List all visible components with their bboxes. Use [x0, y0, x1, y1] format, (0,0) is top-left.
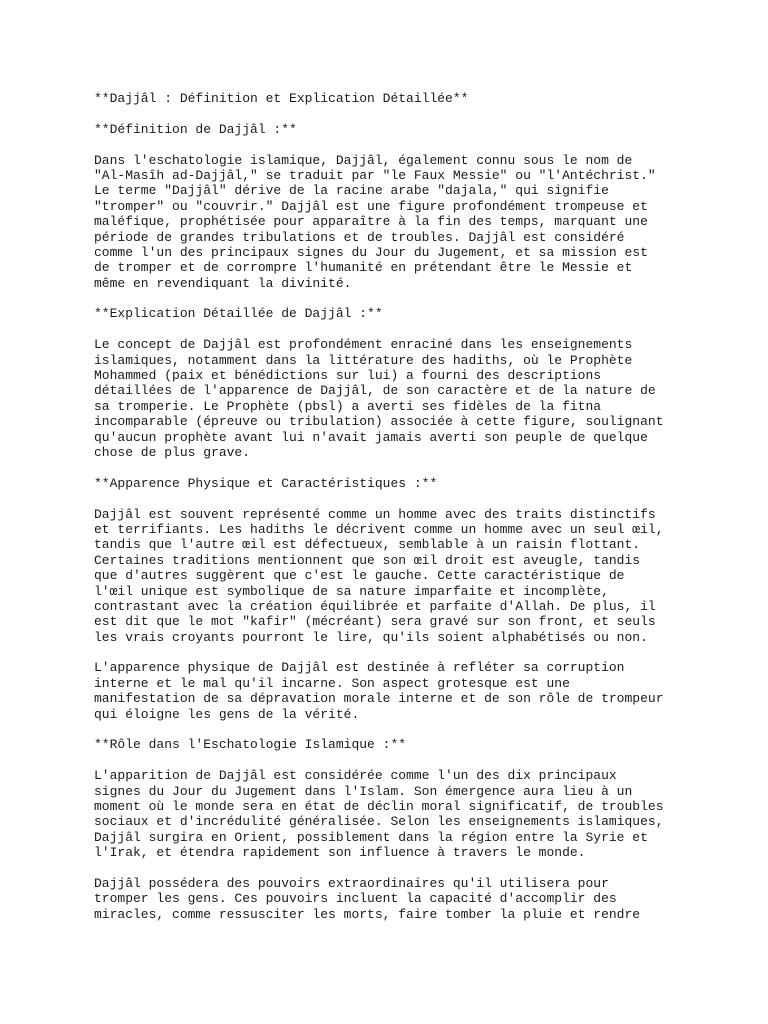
text-line: tromper les gens. Ces pouvoirs incluent la capacité d'accomplir des: [94, 891, 617, 907]
text-line: chose de plus grave.: [94, 444, 251, 460]
text-line: de tromper et de corrompre l'humanité en prétendant être le Messie et: [94, 260, 633, 276]
text-line: Dajjâl surgira en Orient, possiblement dans la région entre la Syrie et: [94, 829, 648, 845]
text-line: Mohammed (paix et bénédictions sur lui) a fourni des descriptions: [94, 368, 602, 384]
text-line: Le terme "Dajjâl" dérive de la racine arabe "dajala," qui signifie: [94, 183, 609, 199]
text-line: que d'autres suggèrent que c'est le gauche. Cette caractéristique de: [94, 568, 625, 584]
text-line: Le concept de Dajjâl est profondément enraciné dans les enseignements: [94, 337, 633, 353]
text-line: L'apparence physique de Dajjâl est destinée à refléter sa corruption: [94, 660, 625, 676]
text-line: "Al-Masîh ad-Dajjâl," se traduit par "le Faux Messie" ou "l'Antéchrist.": [94, 167, 656, 183]
text-line: contrastant avec la création équilibrée et parfaite d'Allah. De plus, il: [94, 598, 656, 614]
text-line: sa tromperie. Le Prophète (pbsl) a averti ses fidèles de la fitna: [94, 398, 602, 414]
text-line: islamiques, notamment dans la littérature des hadiths, où le Prophète: [94, 352, 633, 368]
text-line: tandis que l'autre œil est défectueux, semblable à un raisin flottant.: [94, 537, 641, 553]
paragraph: [94, 507, 754, 646]
text-line: Dajjâl possédera des pouvoirs extraordinaires qu'il utilisera pour: [94, 875, 609, 891]
text-line: l'Irak, et étendra rapidement son influence à travers le monde.: [94, 845, 586, 861]
section-heading-definition: **Définition de Dajjâl :**: [94, 121, 297, 137]
text-line: période de grandes tribulations et de troubles. Dajjâl est considéré: [94, 229, 625, 245]
text-line: sociaux et d'incrédulité généralisée. Selon les enseignements islamiques,: [94, 814, 664, 830]
text-line: maléfique, prophétisée pour apparaître à la fin des temps, marquant une: [94, 214, 648, 230]
text-line: moment où le monde sera en état de déclin moral significatif, de troubles: [94, 798, 664, 814]
text-line: comme l'un des principaux signes du Jour du Jugement, et sa mission est: [94, 244, 648, 260]
text-line: manifestation de sa dépravation morale interne et de son rôle de trompeur: [94, 691, 664, 707]
section-heading-role: **Rôle dans l'Eschatologie Islamique :**: [94, 737, 407, 753]
text-line: et terrifiants. Les hadiths le décrivent comme un homme avec un seul œil,: [94, 521, 664, 537]
text-line: interne et le mal qu'il incarne. Son aspect grotesque est une: [94, 675, 570, 691]
text-line: qui éloigne les gens de la vérité.: [94, 706, 360, 722]
text-line: L'apparition de Dajjâl est considérée comme l'un des dix principaux: [94, 768, 617, 784]
text-line: l'œil unique est symbolique de sa nature imparfaite et incomplète,: [94, 583, 609, 599]
paragraph: [94, 768, 754, 860]
text-line: qu'aucun prophète avant lui n'avait jamais averti son peuple de quelque: [94, 429, 648, 445]
text-line: Certaines traditions mentionnent que son œil droit est aveugle, tandis: [94, 552, 641, 568]
paragraph: [94, 153, 754, 292]
text-line: "tromper" ou "couvrir." Dajjâl est une figure profondément trompeuse et: [94, 198, 648, 214]
text-line: est dit que le mot "kafir" (mécréant) sera gravé sur son front, et seuls: [94, 614, 656, 630]
section-heading-explication: **Explication Détaillée de Dajjâl :**: [94, 306, 383, 322]
paragraph: [94, 876, 754, 922]
text-line: Dans l'eschatologie islamique, Dajjâl, également connu sous le nom de: [94, 152, 633, 168]
text-line: Dajjâl est souvent représenté comme un homme avec des traits distinctifs: [94, 506, 656, 522]
section-heading-apparence: **Apparence Physique et Caractéristiques :**: [94, 475, 438, 491]
text-line: signes du Jour du Jugement dans l'Islam. Son émergence aura lieu à un: [94, 783, 633, 799]
text-line: miracles, comme ressusciter les morts, faire tomber la pluie et rendre: [94, 906, 641, 922]
text-line: les vrais croyants pourront le lire, qu'ils soient alphabétisés ou non.: [94, 629, 648, 645]
document-page: [94, 91, 754, 922]
text-line: détaillées de l'apparence de Dajjâl, de son caractère et de la nature de: [94, 383, 656, 399]
document-title: **Dajjâl : Définition et Explication Détaillée**: [94, 91, 469, 106]
text-line: même en revendiquant la divinité.: [94, 275, 352, 291]
text-line: incomparable (épreuve ou tribulation) associée à cette figure, soulignant: [94, 414, 664, 430]
paragraph: [94, 660, 754, 722]
paragraph: [94, 337, 754, 460]
